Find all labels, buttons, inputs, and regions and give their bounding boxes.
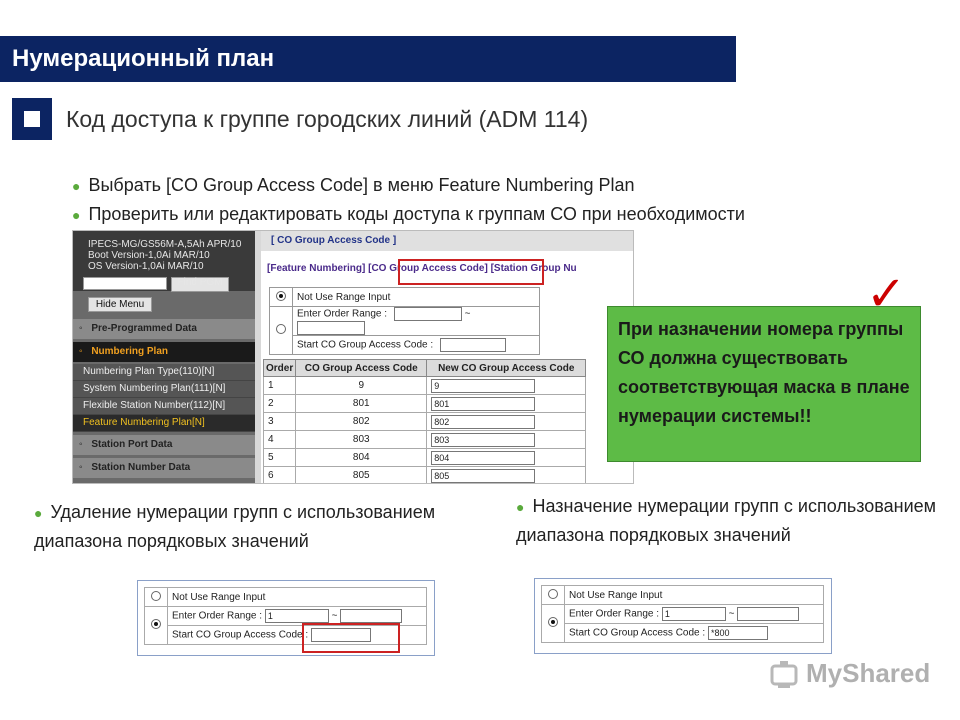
- sidebar: [73, 231, 255, 483]
- check-mark-icon: ✓: [866, 268, 907, 321]
- pgm-search-input[interactable]: [83, 277, 167, 290]
- left-description-text: Удаление нумерации групп с использованием диапазона порядковых значений: [34, 502, 436, 551]
- radio-not-use[interactable]: [151, 591, 161, 601]
- content-pane: [255, 231, 634, 483]
- order-from-input[interactable]: 1: [662, 607, 726, 621]
- table-row: [264, 377, 586, 395]
- left-description: ● Удаление нумерации групп с использованием диапазона порядковых значений: [34, 502, 436, 551]
- menu-item[interactable]: Numbering Plan Type(110)[N]: [73, 364, 255, 381]
- title-bar: [0, 36, 736, 82]
- radio-enter-range[interactable]: [151, 619, 161, 629]
- hide-menu-button[interactable]: Hide Menu: [88, 297, 152, 312]
- radio-not-use[interactable]: [276, 291, 286, 301]
- menu-item[interactable]: Flexible Station Number(112)[N]: [73, 398, 255, 415]
- bullet-2: ● Проверить или редактировать коды доступа к группам СО при необходимости: [72, 204, 745, 224]
- bullet-1: ● Выбрать [CO Group Access Code] в меню Feature Numbering Plan: [72, 175, 635, 195]
- crumb-co-group[interactable]: [CO Group Access Code]: [368, 263, 488, 274]
- table-row: [264, 413, 586, 431]
- radio-not-use[interactable]: [548, 589, 558, 599]
- menu-section-numbering-plan[interactable]: ◦ Numbering Plan: [73, 342, 255, 362]
- enter-order-label: Enter Order Range :: [569, 608, 660, 620]
- bullet-1-text: Выбрать [CO Group Access Code] в меню Feature Numbering Plan: [88, 175, 635, 195]
- new-code-input[interactable]: 801: [431, 397, 535, 411]
- order-cell: 1: [264, 377, 296, 395]
- start-code-label: Start CO Group Access Code :: [297, 339, 434, 351]
- new-code-input[interactable]: 805: [431, 469, 535, 483]
- not-use-label: Not Use Range Input: [168, 588, 427, 607]
- bullet-2-text: Проверить или редактировать коды доступа к группам СО при необходимости: [88, 204, 745, 224]
- code-cell: 801: [296, 395, 427, 413]
- menu-item-selected[interactable]: Feature Numbering Plan[N]: [73, 415, 255, 432]
- crumb-station-group[interactable]: [Station Group Nu: [490, 263, 577, 274]
- new-code-input[interactable]: 802: [431, 415, 535, 429]
- assign-range-form: [534, 578, 832, 654]
- version-info: [73, 231, 255, 291]
- not-use-label: Not Use Range Input: [293, 288, 540, 307]
- col-new-code: New CO Group Access Code: [427, 360, 586, 377]
- order-cell: 6: [264, 467, 296, 485]
- range-dash: ~: [728, 608, 735, 620]
- find-pgm-button[interactable]: Find PGM: [171, 277, 229, 292]
- menu-section-station-number[interactable]: ◦ Station Number Data: [73, 458, 255, 478]
- not-use-label: Not Use Range Input: [565, 586, 824, 605]
- content-title: [ CO Group Access Code ]: [261, 231, 634, 251]
- right-description-text: Назначение нумерации групп с использованием диапазона порядковых значений: [516, 496, 937, 545]
- range-form: [269, 287, 540, 355]
- start-code-label: Start CO Group Access Code :: [569, 627, 706, 639]
- menu-item[interactable]: System Numbering Plan(111)[N]: [73, 381, 255, 398]
- new-code-input[interactable]: 803: [431, 433, 535, 447]
- highlight-box: [302, 623, 400, 653]
- table-row: [264, 395, 586, 413]
- code-cell: 9: [296, 377, 427, 395]
- crumb-feature-numbering[interactable]: [Feature Numbering]: [267, 263, 366, 274]
- order-from-input[interactable]: [394, 307, 462, 321]
- order-cell: 5: [264, 449, 296, 467]
- range-dash: ~: [464, 308, 471, 320]
- code-cell: 805: [296, 467, 427, 485]
- order-to-input[interactable]: [297, 321, 365, 335]
- subtitle-marker: [12, 98, 52, 140]
- admin-screenshot: [72, 230, 634, 484]
- enter-order-label: Enter Order Range :: [172, 610, 263, 622]
- subtitle: Код доступа к группе городских линий (ADM 114): [66, 106, 589, 132]
- version-line: Boot Version-1,0Ai MAR/10: [88, 250, 210, 261]
- order-cell: 3: [264, 413, 296, 431]
- code-cell: 803: [296, 431, 427, 449]
- range-dash: ~: [331, 610, 338, 622]
- version-line: OS Version-1,0Ai MAR/10: [88, 261, 204, 272]
- start-code-input[interactable]: [440, 338, 506, 352]
- start-code-label: Start CO Group Access Code :: [172, 629, 309, 641]
- new-code-input[interactable]: 9: [431, 379, 535, 393]
- highlight-box: [398, 259, 544, 285]
- menu-section-preprogrammed[interactable]: ◦ Pre-Programmed Data: [73, 319, 255, 339]
- order-cell: 4: [264, 431, 296, 449]
- code-cell: 802: [296, 413, 427, 431]
- order-to-input[interactable]: [340, 609, 402, 623]
- version-line: IPECS-MG/GS56M-A,5Ah APR/10: [88, 239, 242, 250]
- order-from-input[interactable]: 1: [265, 609, 329, 623]
- warning-note: [607, 306, 921, 462]
- radio-enter-range[interactable]: [276, 324, 286, 334]
- table-row: [264, 467, 586, 485]
- page-title: Нумерационный план: [12, 45, 275, 72]
- warning-note-text: При назначении номера группы СО должна существовать соответствующая маска в плане нумерации системы!!: [618, 319, 910, 426]
- start-code-input[interactable]: *800: [708, 626, 768, 640]
- right-description: ● Назначение нумерации групп с использованием диапазона порядковых значений: [516, 496, 937, 545]
- col-co-code: CO Group Access Code: [296, 360, 427, 377]
- new-code-input[interactable]: 804: [431, 451, 535, 465]
- watermark: MyShared: [806, 658, 931, 688]
- delete-range-form: [137, 580, 435, 656]
- col-order: Order: [264, 360, 296, 377]
- myshared-logo-icon: [768, 658, 802, 692]
- order-cell: 2: [264, 395, 296, 413]
- radio-enter-range[interactable]: [548, 617, 558, 627]
- table-row: [264, 431, 586, 449]
- menu-section-station-port[interactable]: ◦ Station Port Data: [73, 435, 255, 455]
- code-cell: 804: [296, 449, 427, 467]
- table-row: [264, 449, 586, 467]
- enter-order-label: Enter Order Range :: [297, 308, 388, 320]
- access-code-table: [263, 359, 586, 484]
- order-to-input[interactable]: [737, 607, 799, 621]
